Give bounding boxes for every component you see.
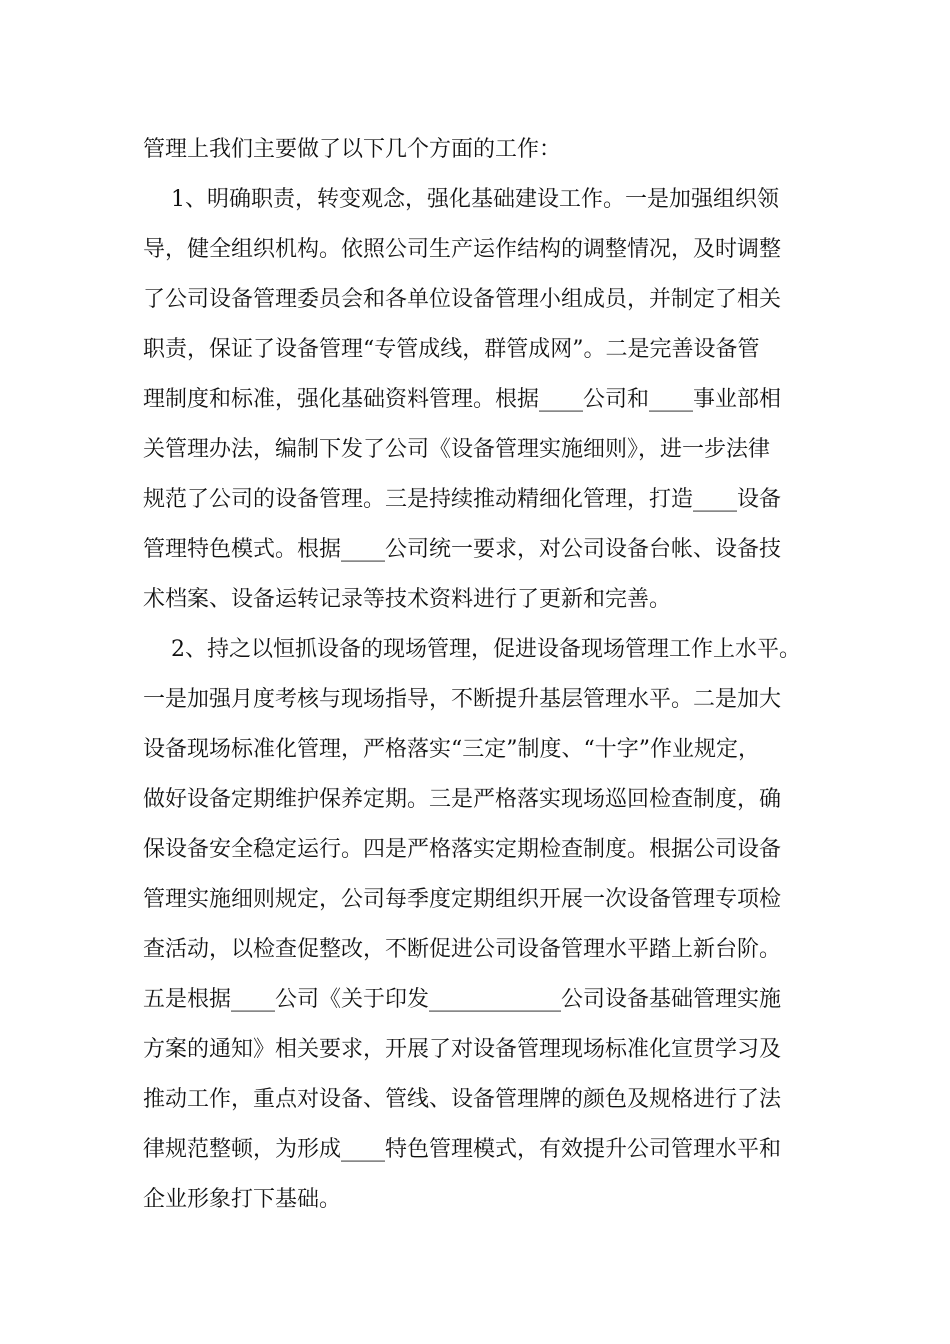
text-line: 2、持之以恒抓设备的现场管理，促进设备现场管理工作上水平。 — [143, 637, 801, 662]
text-line: 企业形象打下基础。 — [143, 1187, 342, 1212]
text-line: 1、明确职责，转变观念，强化基础建设工作。一是加强组织领 — [143, 187, 779, 212]
text-line: 律规范整顿，为形成____特色管理模式，有效提升公司管理水平和 — [143, 1137, 782, 1162]
text-line: 理制度和标准，强化基础资料管理。根据____公司和____事业部相 — [143, 387, 782, 412]
text-line: 做好设备定期维护保养定期。三是严格落实现场巡回检查制度，确 — [143, 787, 782, 812]
text-line: 关管理办法，编制下发了公司《设备管理实施细则》，进一步法律 — [143, 437, 771, 462]
text-line: 五是根据____公司《关于印发____________公司设备基础管理实施 — [143, 987, 782, 1012]
text-line: 管理实施细则规定，公司每季度定期组织开展一次设备管理专项检 — [143, 887, 782, 912]
text-line: 术档案、设备运转记录等技术资料进行了更新和完善。 — [143, 587, 672, 612]
text-line: 推动工作，重点对设备、管线、设备管理牌的颜色及规格进行了法 — [143, 1087, 782, 1112]
text-line: 规范了公司的设备管理。三是持续推动精细化管理，打造____设备 — [143, 487, 782, 512]
text-line: 方案的通知》相关要求，开展了对设备管理现场标准化宣贯学习及 — [143, 1037, 782, 1062]
text-line: 保设备安全稳定运行。四是严格落实定期检查制度。根据公司设备 — [143, 837, 782, 862]
text-line: 一是加强月度考核与现场指导，不断提升基层管理水平。二是加大 — [143, 687, 782, 712]
text-line: 职责，保证了设备管理“专管成线，群管成网”。二是完善设备管 — [143, 337, 760, 362]
text-line: 管理上我们主要做了以下几个方面的工作： — [143, 137, 562, 162]
text-line: 查活动，以检查促整改，不断促进公司设备管理水平踏上新台阶。 — [143, 937, 782, 962]
text-line: 导，健全组织机构。依照公司生产运作结构的调整情况，及时调整 — [143, 237, 782, 262]
text-line: 管理特色模式。根据____公司统一要求，对公司设备台帐、设备技 — [143, 537, 782, 562]
text-line: 设备现场标准化管理，严格落实“三定”制度、“十字”作业规定， — [143, 737, 760, 762]
text-line: 了公司设备管理委员会和各单位设备管理小组成员，并制定了相关 — [143, 287, 782, 312]
